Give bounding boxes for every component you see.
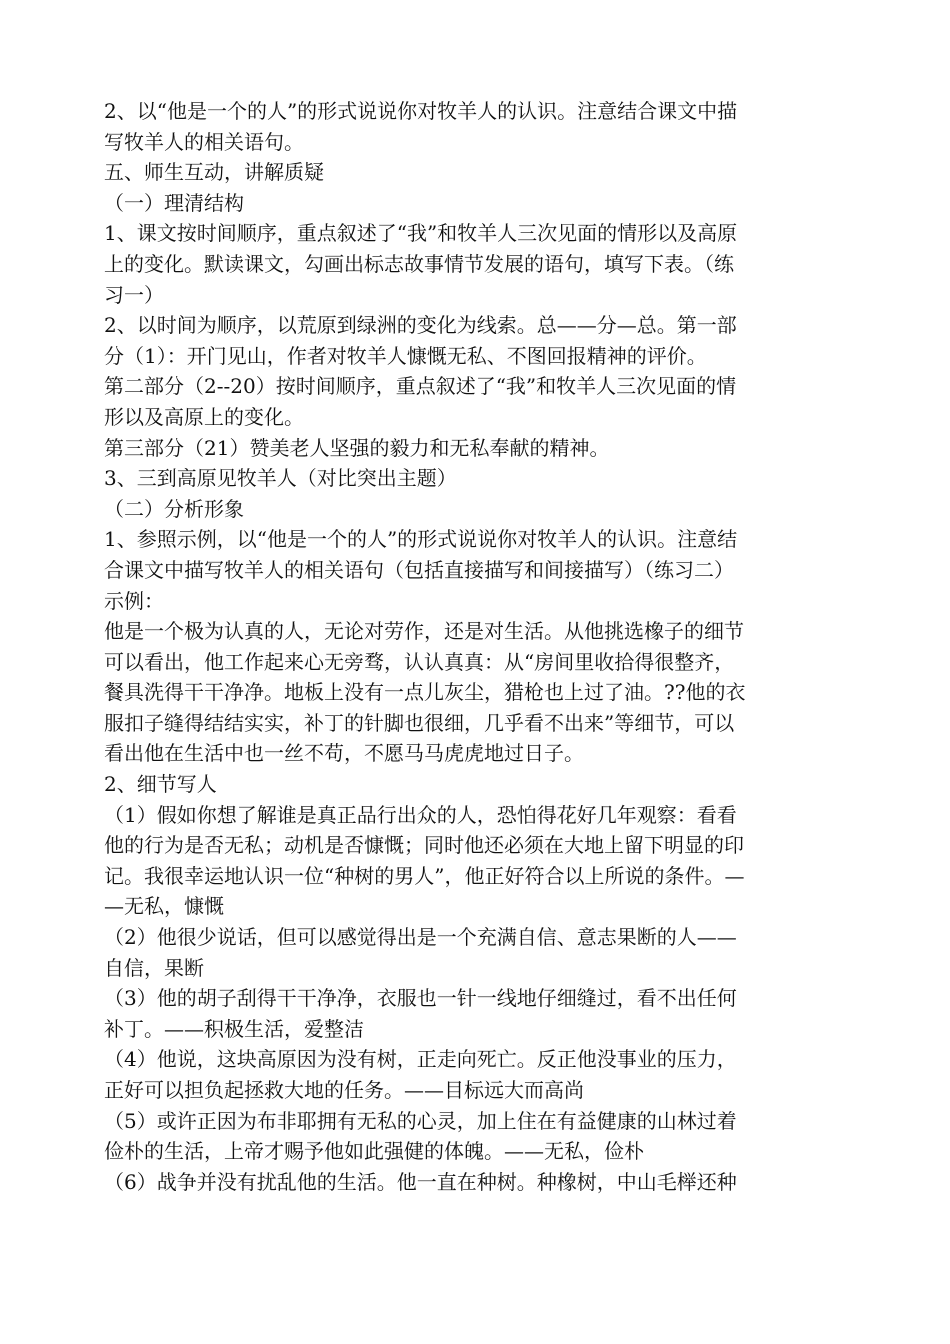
text-line: 1、参照示例，以“他是一个的人”的形式说说你对牧羊人的认识。注意结 [104,527,738,552]
text-line: 俭朴的生活，上帝才赐予他如此强健的体魄。——无私，俭朴 [104,1139,644,1164]
document-page [104,96,864,1197]
text-line: 习一） [104,282,164,307]
subsection-heading: （一）理清结构 [104,190,244,215]
text-line: 合课文中描写牧羊人的相关语句（包括直接描写和间接描写）（练习二） [104,557,734,582]
text-line: 2、细节写人 [104,772,217,797]
text-line: （6）战争并没有扰乱他的生活。他一直在种树。种橡树，中山毛榉还种 [104,1169,737,1194]
text-line: 示例： [104,588,164,613]
text-line: 正好可以担负起拯救大地的任务。——目标远大而高尚 [104,1078,584,1102]
text-line: （4）他说，这块高原因为没有树，正走向死亡。反正他没事业的压力， [104,1047,737,1072]
text-line: 记。我很幸运地认识一位“种树的男人”，他正好符合以上所说的条件。— [104,863,745,888]
text-line: 餐具洗得干干净净。地板上没有一点儿灰尘，猎枪也上过了油。??他的衣 [104,680,746,705]
text-line: （1）假如你想了解谁是真正品行出众的人，恐怕得花好几年观察：看看 [104,802,737,827]
text-line: 第三部分（21）赞美老人坚强的毅力和无私奉献的精神。 [104,435,610,460]
text-line: 1、课文按时间顺序，重点叙述了“我”和牧羊人三次见面的情形以及高原 [104,221,738,246]
text-line: 第二部分（2--20）按时间顺序，重点叙述了“我”和牧羊人三次见面的情 [104,374,737,399]
text-line: 看出他在生活中也一丝不苟，不愿马马虎虎地过日子。 [104,741,584,766]
text-line: 写牧羊人的相关语句。 [104,129,304,154]
text-line: 服扣子缝得结结实实，补丁的针脚也很细，几乎看不出来”等细节，可以 [104,710,735,735]
section-heading: 五、师生互动，讲解质疑 [104,160,324,185]
text-line: 自信，果断 [104,955,204,980]
text-line: （2）他很少说话，但可以感觉得出是一个充满自信、意志果断的人—— [104,925,737,950]
text-line: 他是一个极为认真的人，无论对劳作，还是对生活。从他挑选橡子的细节 [104,619,744,644]
text-line: 2、以时间为顺序，以荒原到绿洲的变化为线索。总——分—总。第一部 [104,313,737,338]
text-line: 3、三到高原见牧羊人（对比突出主题） [104,466,457,491]
text-line: （3）他的胡子刮得干干净净，衣服也一针一线地仔细缝过，看不出任何 [104,986,737,1011]
text-line: 2、以“他是一个的人”的形式说说你对牧羊人的认识。注意结合课文中描 [104,99,738,123]
subsection-heading: （二）分析形象 [104,496,244,521]
text-line: —无私，慷慨 [104,894,224,919]
text-line: （5）或许正因为布非耶拥有无私的心灵，加上住在有益健康的山林过着 [104,1108,737,1133]
text-line: 分（1）：开门见山，作者对牧羊人慷慨无私、不图回报精神的评价。 [104,343,707,368]
text-line: 形以及高原上的变化。 [104,404,304,429]
text-line: 补丁。——积极生活，爱整洁 [104,1016,364,1041]
text-line: 他的行为是否无私；动机是否慷慨；同时他还必须在大地上留下明显的印 [104,833,744,858]
text-line: 可以看出，他工作起来心无旁骛，认认真真：从“房间里收拾得很整齐， [104,649,735,674]
text-line: 上的变化。默读课文，勾画出标志故事情节发展的语句，填写下表。（练 [104,251,734,276]
